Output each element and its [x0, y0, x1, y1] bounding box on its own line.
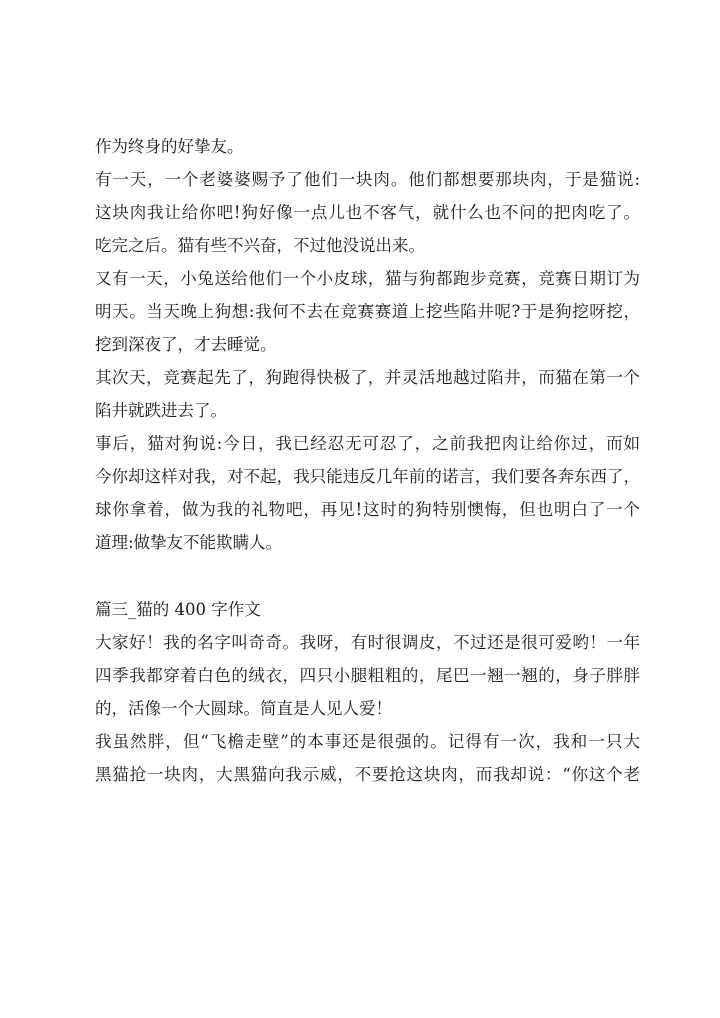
- section-gap: [95, 559, 640, 593]
- text-line: 事后，猫对狗说:今日，我已经忍无可忍了，之前我把肉让给你过，而如: [95, 434, 640, 453]
- text-line: 大家好！我的名字叫奇奇。我呀，有时很调皮，不过还是很可爱哟！一年: [95, 633, 640, 652]
- text-line: 作为终身的好挚友。: [95, 137, 244, 156]
- text-line: 的，活像一个大圆球。简直是人见人爱！: [95, 699, 392, 718]
- document-body: [95, 130, 640, 791]
- text-line: 球你拿着，做为我的礼物吧，再见!这时的狗特别懊悔，但也明白了一个: [95, 500, 640, 519]
- text-line: 今你却这样对我，对不起，我只能违反几年前的诺言，我们要各奔东西了，: [95, 467, 640, 486]
- text-line: 道理:做挚友不能欺瞒人。: [95, 533, 283, 552]
- text-line: 明天。当天晚上狗想:我何不去在竞赛赛道上挖些陷井呢?于是狗挖呀挖，: [95, 302, 640, 321]
- text-line: 又有一天，小兔送给他们一个小皮球，猫与狗都跑步竞赛，竞赛日期订为: [95, 269, 640, 288]
- text-line: 挖到深夜了，才去睡觉。: [95, 335, 277, 354]
- text-line: 这块肉我让给你吧!狗好像一点儿也不客气，就什么也不问的把肉吃了。: [95, 203, 640, 222]
- text-line: 我虽然胖，但“飞檐走壁”的本事还是很强的。记得有一次，我和一只大: [95, 732, 640, 751]
- text-line: 陷井就跌进去了。: [95, 401, 227, 420]
- text-line: 吃完之后。猫有些不兴奋，不过他没说出来。: [95, 236, 425, 255]
- text-line: 黑猫抢一块肉，大黑猫向我示威，不要抢这块肉，而我却说：“你这个老: [95, 765, 640, 784]
- section-title: 篇三_猫的 400 字作文: [95, 600, 261, 619]
- text-line: 其次天，竞赛起先了，狗跑得快极了，并灵活地越过陷井，而猫在第一个: [95, 368, 640, 387]
- text-line: 四季我都穿着白色的绒衣，四只小腿粗粗的，尾巴一翘一翘的，身子胖胖: [95, 666, 640, 685]
- text-line: 有一天，一个老婆婆赐予了他们一块肉。他们都想要那块肉，于是猫说:: [95, 170, 640, 189]
